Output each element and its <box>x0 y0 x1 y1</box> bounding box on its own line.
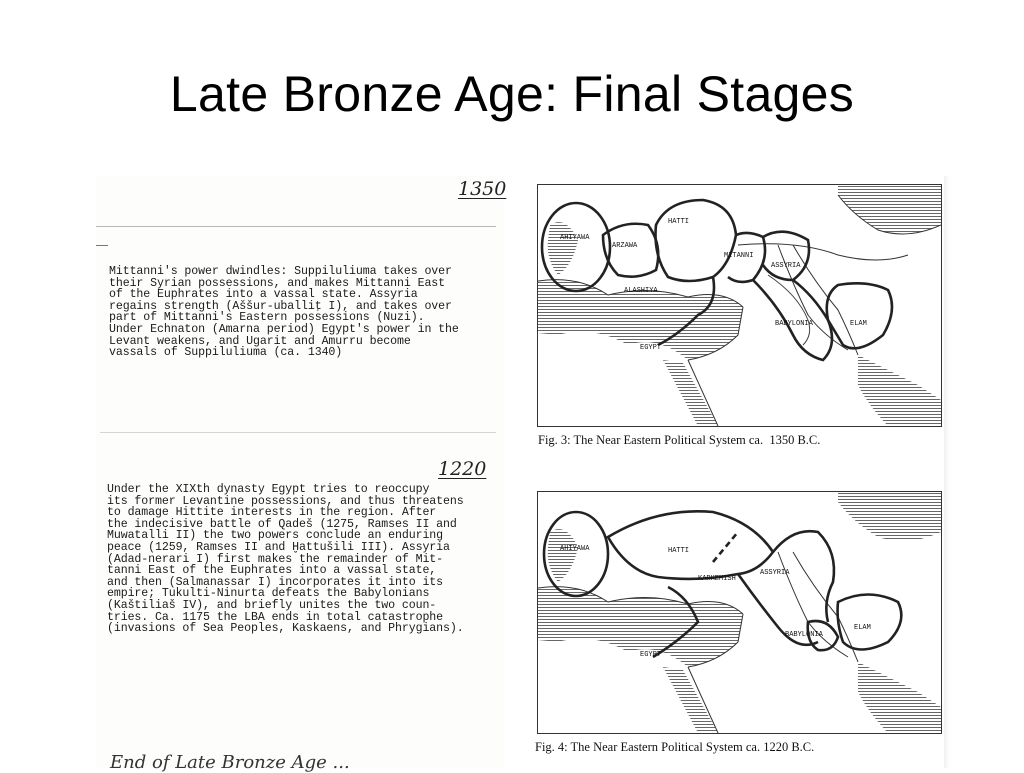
map-1220-drawing <box>538 492 941 733</box>
label-assyria: ASSYRIA <box>760 569 790 577</box>
map-1220-dashed-border <box>713 532 738 562</box>
label-assyria: ASSYRIA <box>771 262 801 270</box>
slide-title: Late Bronze Age: Final Stages <box>169 66 855 122</box>
map-1350-drawing <box>538 185 941 426</box>
map-1220 <box>537 491 942 734</box>
rule-middle <box>100 432 496 433</box>
label-hatti: HATTI <box>668 547 690 555</box>
label-egypt: EGYPT <box>640 344 662 352</box>
label-alashiya: ALASHIYA <box>624 287 658 295</box>
label-elam: ELAM <box>850 320 867 328</box>
text-1220: Under the XIXth dynasty Egypt tries to reoccupy its former Levantine possessions, and thus threatens to damage Hittite interests in the region. After the indecisive battle of Qadeš (1275, Ramses II and Muwatalli II) the two powers conclude an enduring peace (1259, Ramses II and Ḫattušili III). Assyria (Adad-nerari I) first makes the remainder of Mit- tanni East of the Euphrates into a vassal state, and then (Salmanassar I) incorporates it into its empire; Tukulti-Ninurta defeats the Babylonians (Kaštiliaš IV), and briefly unites the two coun- tries. Ca. 1175 the LBA ends in total catastrophe (invasions of Sea Peoples, Kaskaens, and Phrygians). <box>107 483 464 636</box>
rule-top <box>96 226 496 227</box>
label-babylonia: BABYLONIA <box>775 320 813 328</box>
label-hatti: HATTI <box>668 218 690 226</box>
year-1220-label: 1220 <box>438 458 487 480</box>
rule-mark <box>96 245 108 246</box>
bottom-handwriting: End of Late Bronze Age ... <box>110 752 350 773</box>
map-1350-seas <box>538 185 941 426</box>
label-babylonia: BABYLONIA <box>785 631 823 639</box>
label-egypt: EGYPT <box>640 651 662 659</box>
label-ahiyawa: AHIYAWA <box>560 545 590 553</box>
map-1350 <box>537 184 942 427</box>
label-ahiyawa: AHIYAWA <box>560 234 590 242</box>
map-1220-seas <box>538 492 941 733</box>
label-mitanni: MITANNI <box>724 252 754 260</box>
label-elam: ELAM <box>854 624 871 632</box>
text-1350: Mittanni's power dwindles: Suppiluliuma takes over their Syrian possessions, and makes Mittanni East of the Euphrates into a vassal state. Assyria regains strength (Aššur-uballiṭ I), and takes over part of Mittanni's Eastern possessions (Nuzi). Under Echnaton (Amarna period) Egypt's power in the Levant weakens, and Ugarit and Amurru become vassals of Suppiluliuma (ca. 1340) <box>109 265 459 360</box>
caption-map-1350: Fig. 3: The Near Eastern Political System ca. 1350 B.C. <box>538 433 821 447</box>
caption-map-1220: Fig. 4: The Near Eastern Political System ca. 1220 B.C. <box>535 740 815 754</box>
label-karkemish: KARKEMISH <box>698 575 736 583</box>
scan-edge <box>944 176 950 768</box>
label-arzawa: ARZAWA <box>612 242 638 250</box>
year-1350-label: 1350 <box>458 178 507 200</box>
